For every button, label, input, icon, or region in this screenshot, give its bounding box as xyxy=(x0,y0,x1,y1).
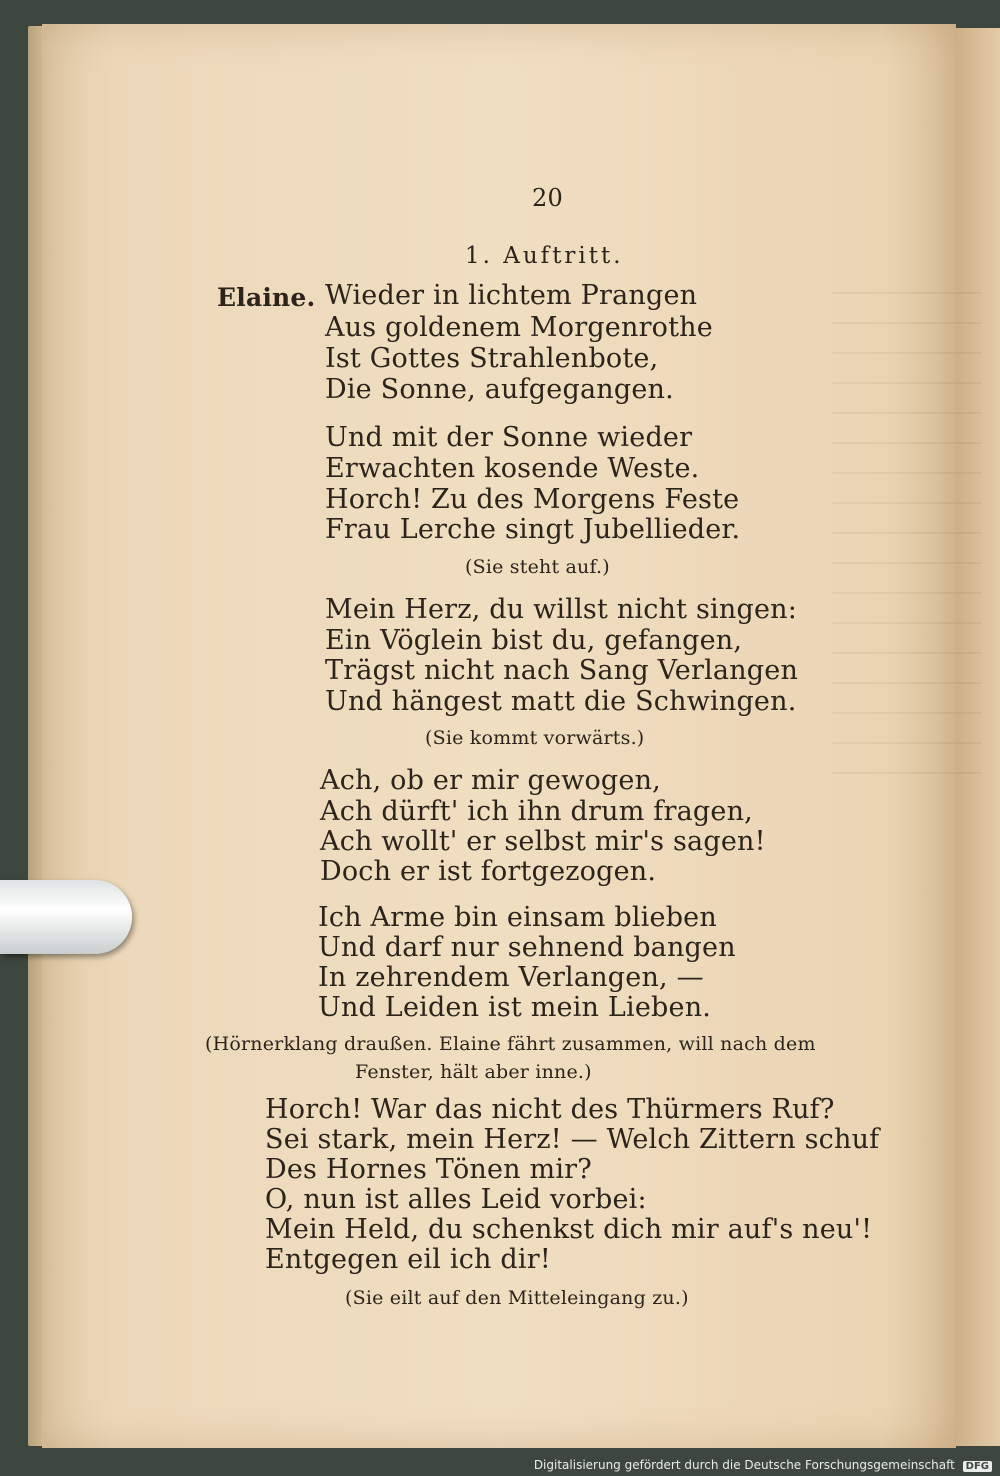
bleed-through-text xyxy=(832,274,982,774)
verse-line: Frau Lerche singt Jubellieder. xyxy=(325,514,741,545)
stage-direction: Fenster, hält aber inne.) xyxy=(355,1061,592,1083)
verse-line: In zehrendem Verlangen, — xyxy=(318,962,704,993)
verse-line: Und Leiden ist mein Lieben. xyxy=(318,992,712,1023)
verse-line: O, nun ist alles Leid vorbei: xyxy=(265,1184,647,1215)
page-number: 20 xyxy=(532,184,563,212)
verse-line: Ach wollt' er selbst mir's sagen! xyxy=(320,826,766,857)
speaker-name: Elaine. xyxy=(217,283,316,312)
verse-line: Ist Gottes Strahlenbote, xyxy=(325,343,659,374)
verse-line: Und hängest matt die Schwingen. xyxy=(325,686,797,717)
verse-line: Ach dürft' ich ihn drum fragen, xyxy=(320,796,753,827)
stage-direction: (Sie steht auf.) xyxy=(465,556,610,578)
credit-text: Digitalisierung gefördert durch die Deutsche Forschungsgemeinschaft xyxy=(533,1458,955,1472)
digitization-credit xyxy=(534,1458,992,1472)
verse-line: Entgegen eil ich dir! xyxy=(265,1244,551,1275)
verse-line: Und mit der Sonne wieder xyxy=(325,422,693,453)
plastic-page-clip xyxy=(0,880,132,954)
verse-line: Und darf nur sehnend bangen xyxy=(318,932,736,963)
verse-line: Erwachten kosende Weste. xyxy=(325,453,700,484)
stage-direction: (Sie eilt auf den Mitteleingang zu.) xyxy=(345,1287,689,1309)
verse-line: Ein Vöglein bist du, gefangen, xyxy=(325,625,743,656)
verse-line: Ach, ob er mir gewogen, xyxy=(320,765,661,796)
verse-line: Horch! Zu des Morgens Feste xyxy=(325,484,740,515)
verse-line: Sei stark, mein Herz! — Welch Zittern schuf xyxy=(265,1124,880,1155)
verse-line: Mein Held, du schenkst dich mir auf's neu'! xyxy=(265,1214,873,1245)
verse-line: Doch er ist fortgezogen. xyxy=(320,856,657,887)
verse-line: Die Sonne, aufgegangen. xyxy=(325,374,674,405)
stage-direction: (Sie kommt vorwärts.) xyxy=(425,727,645,749)
verse-line: Trägst nicht nach Sang Verlangen xyxy=(325,655,799,686)
stage-direction: (Hörnerklang draußen. Elaine fährt zusammen, will nach dem xyxy=(205,1033,816,1055)
verse-line: Des Hornes Tönen mir? xyxy=(265,1154,592,1185)
verse-line: Ich Arme bin einsam blieben xyxy=(318,902,717,933)
verse-line: Horch! War das nicht des Thürmers Ruf? xyxy=(265,1094,835,1125)
verse-line: Aus goldenem Morgenrothe xyxy=(325,312,713,343)
verse-line: Wieder in lichtem Prangen xyxy=(325,280,698,311)
dfg-logo-icon: DFG xyxy=(963,1461,992,1472)
scene-heading: 1. Auftritt. xyxy=(465,243,624,269)
verse-line: Mein Herz, du willst nicht singen: xyxy=(325,594,798,625)
